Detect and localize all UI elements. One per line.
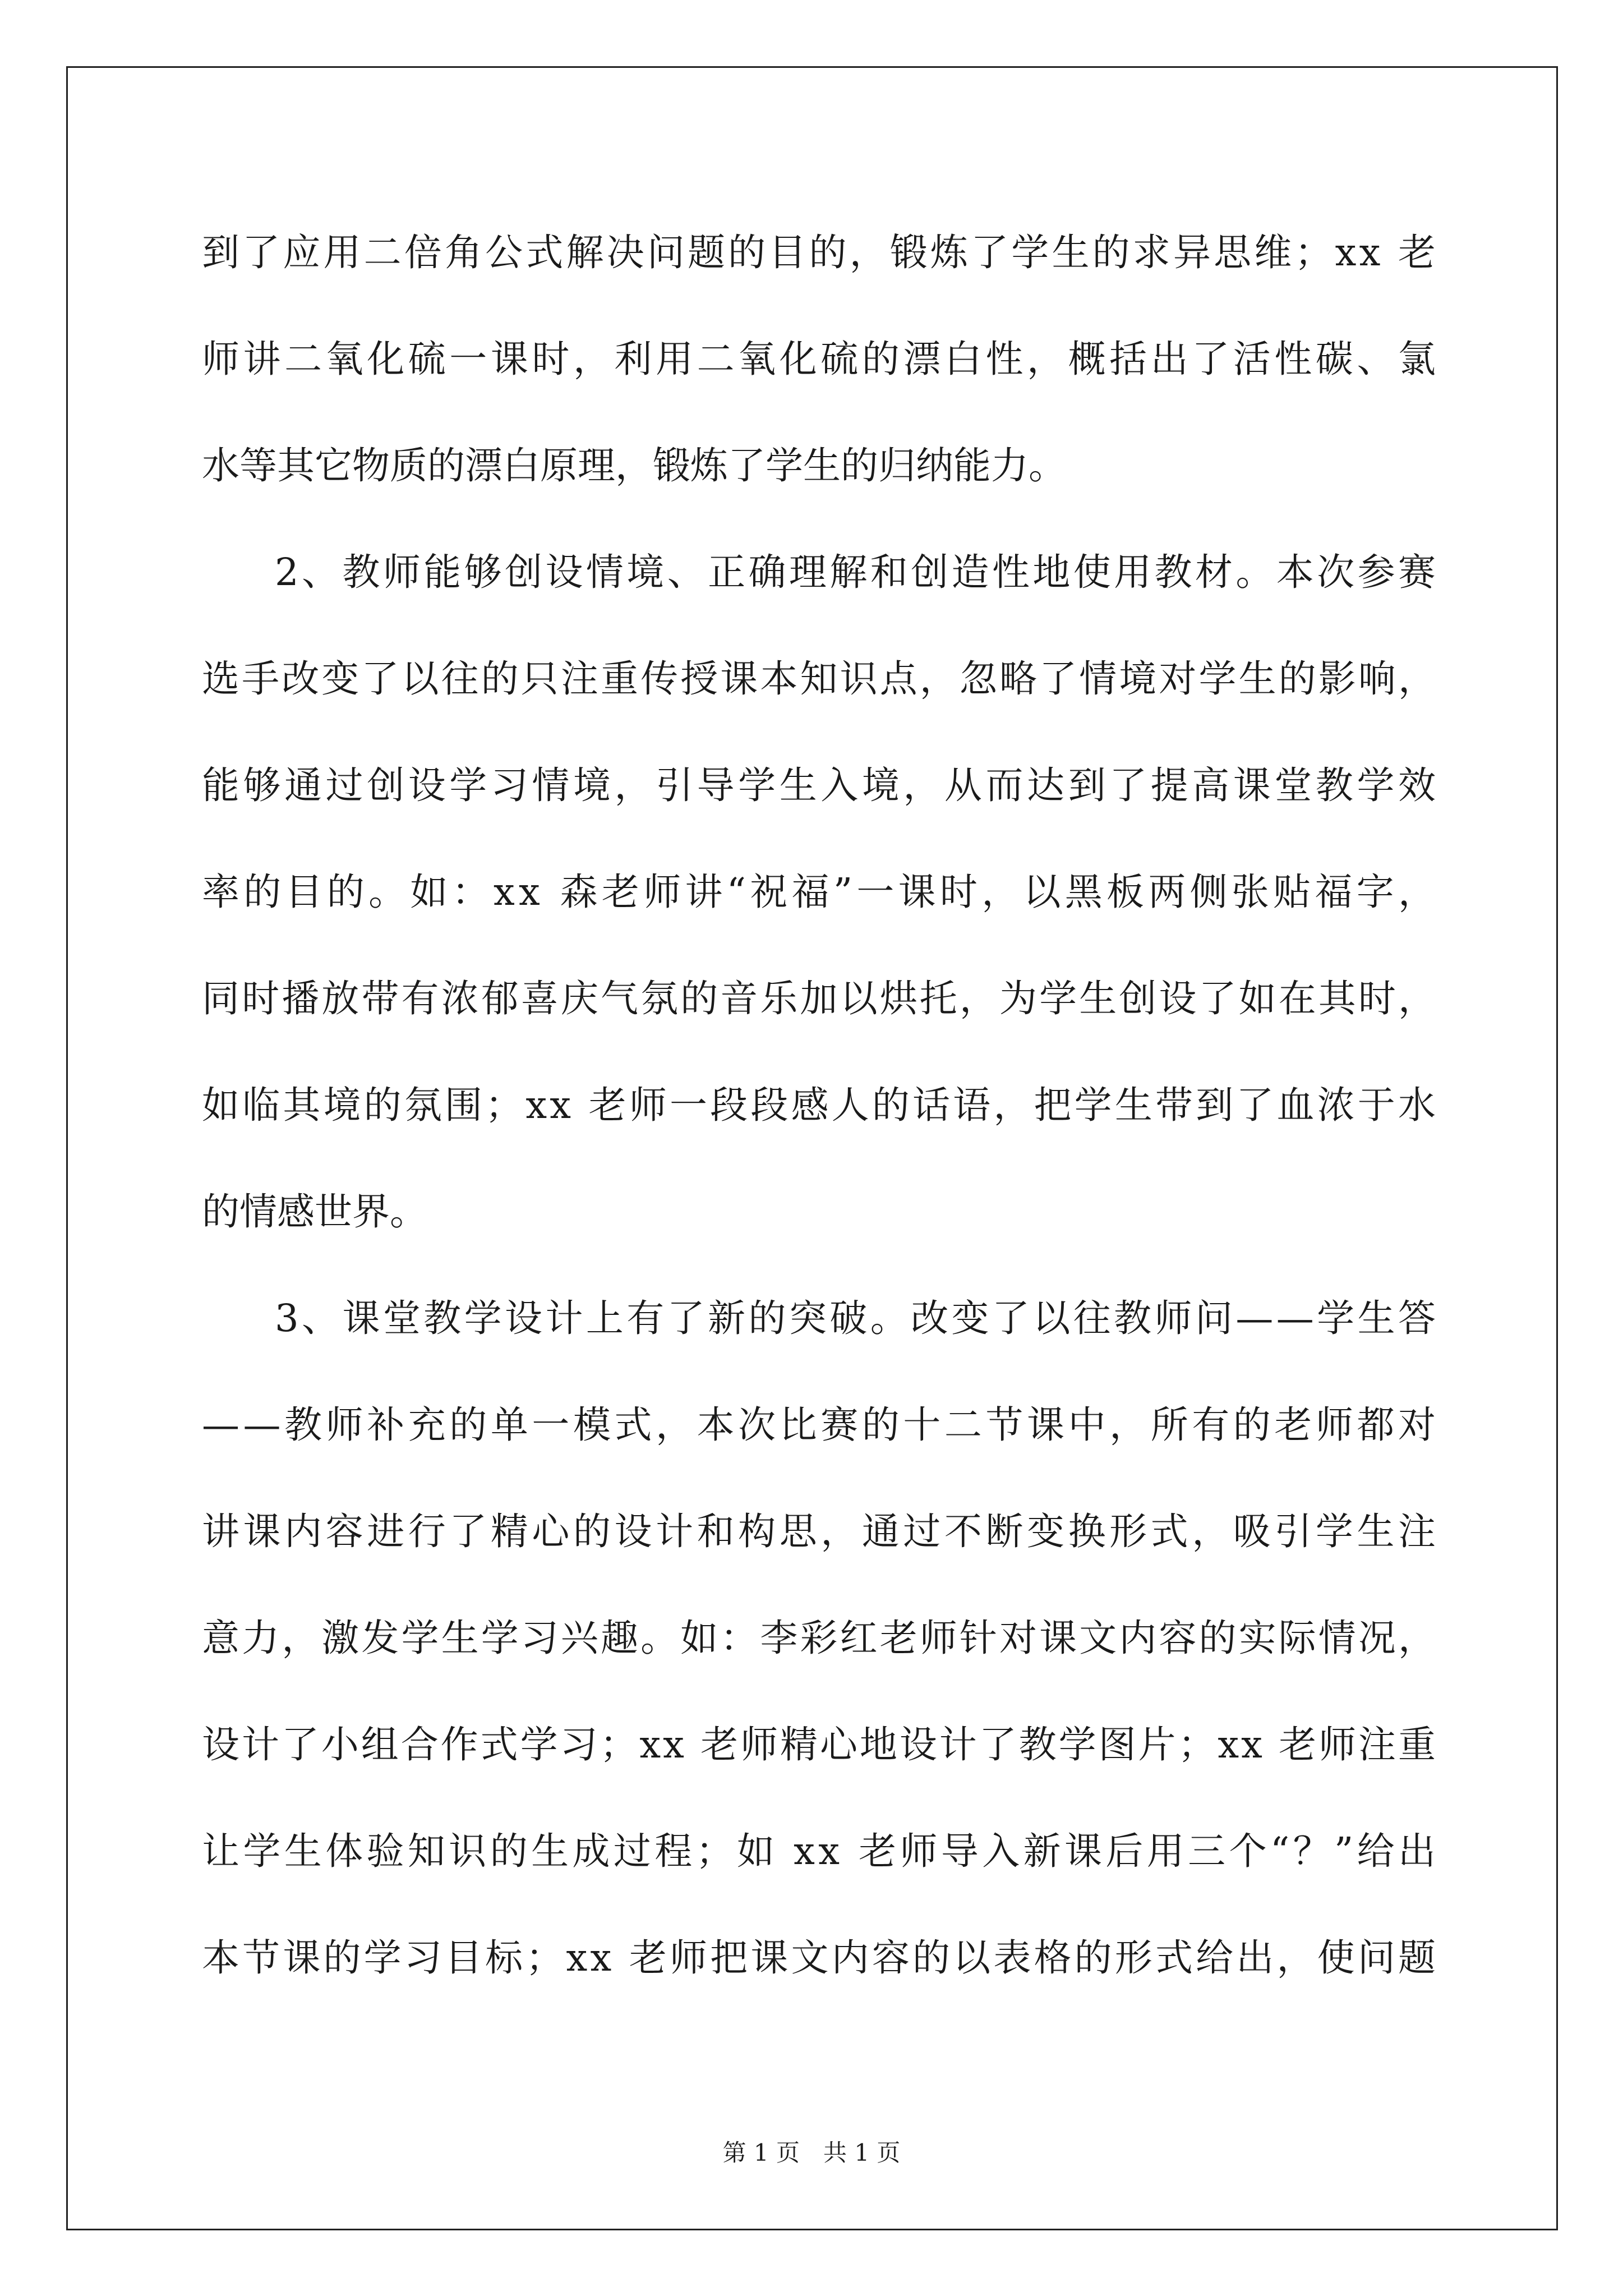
- page-number-footer: 第 1 页 共 1 页: [722, 2139, 901, 2166]
- text-line: 率的目的。如：xx 森老师讲“祝福”一课时，以黑板两侧张贴福字，: [202, 870, 1440, 914]
- text-line: 能够通过创设学习情境，引导学生入境，从而达到了提高课堂教学效: [202, 763, 1440, 807]
- page-border: [66, 66, 1558, 2230]
- text-line: 水等其它物质的漂白原理，锻炼了学生的归纳能力。: [202, 444, 1066, 487]
- text-line: 选手改变了以往的只注重传授课本知识点，忽略了情境对学生的影响，: [202, 657, 1438, 701]
- text-line: ——教师补充的单一模式，本次比赛的十二节课中，所有的老师都对: [202, 1403, 1440, 1447]
- text-line: 设计了小组合作式学习；xx 老师精心地设计了教学图片；xx 老师注重: [202, 1723, 1438, 1766]
- text-line: 同时播放带有浓郁喜庆气氛的音乐加以烘托，为学生创设了如在其时，: [202, 977, 1438, 1020]
- text-line: 如临其境的氛围；xx 老师一段段感人的话语，把学生带到了血浓于水: [202, 1083, 1439, 1127]
- text-line: 让学生体验知识的生成过程；如 xx 老师导入新课后用三个“？”给出: [202, 1829, 1440, 1873]
- text-line: 到了应用二倍角公式解决问题的目的，锻炼了学生的求异思维；xx 老: [202, 231, 1439, 274]
- text-line: 讲课内容进行了精心的设计和构思，通过不断变换形式，吸引学生注: [202, 1510, 1440, 1553]
- text-line: 本节课的学习目标；xx 老师把课文内容的以表格的形式给出，使问题: [202, 1936, 1439, 1980]
- text-line: 意力，激发学生学习兴趣。如：李彩红老师针对课文内容的实际情况，: [202, 1616, 1438, 1660]
- paragraph-start-line: 3、课堂教学设计上有了新的突破。改变了以往教师问——学生答: [275, 1296, 1439, 1340]
- text-line: 的情感世界。: [202, 1190, 427, 1234]
- text-line: 师讲二氧化硫一课时，利用二氧化硫的漂白性，概括出了活性碳、氯: [202, 337, 1440, 381]
- paragraph-start-line: 2、教师能够创设情境、正确理解和创造性地使用教材。本次参赛: [275, 550, 1439, 594]
